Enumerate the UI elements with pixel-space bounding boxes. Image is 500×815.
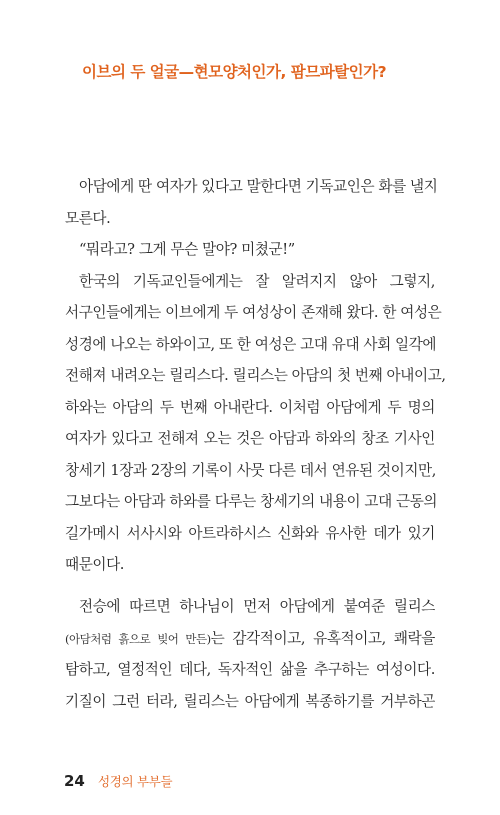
quoted-line: “뭐라고? 그게 무슨 말야? 미쳤군!” — [79, 241, 295, 258]
text-line: 모른다. — [65, 209, 111, 227]
text-line: 하와는 아담의 두 번째 아내란다. 이처럼 아담에게 두 명의 — [65, 398, 435, 416]
page-footer — [64, 771, 172, 790]
paragraph-1 — [65, 171, 446, 581]
paragraph-2 — [65, 591, 435, 717]
text-line: 탐하고, 열정적인 데다, 독자적인 삶을 추구하는 여성이다. — [65, 661, 435, 678]
text-line: 성경에 나오는 하와이고, 또 한 여성은 고대 유대 사회 일각에 — [65, 335, 437, 353]
text-line: 길가메시 서사시와 아트라하시스 신화와 유사한 데가 있기 — [65, 524, 435, 542]
text-line — [65, 623, 435, 655]
page-number: 24 — [64, 772, 85, 790]
text-line: 전해져 내려오는 릴리스다. 릴리스는 아담의 첫 번째 아내이고, — [65, 367, 446, 384]
text-line: 여자가 있다고 전해져 오는 것은 아담과 하와의 창조 기사인 — [65, 430, 435, 447]
text-line: 창세기 1장과 2장의 기록이 사뭇 다른 데서 연유된 것이지만, — [65, 461, 436, 479]
text-line: 서구인들에게는 이브에게 두 여성상이 존재해 왔다. 한 여성은 — [65, 304, 442, 321]
text-line: 기질이 그런 터라, 릴리스는 아담에게 복종하기를 거부하곤 — [65, 692, 435, 710]
parenthetical-note: (아담처럼 흙으로 빚어 만든) — [65, 631, 211, 646]
text-line-rest: 는 감각적이고, 유혹적이고, 쾌락을 — [210, 629, 436, 647]
text-line: 전승에 따르면 하나님이 먼저 아담에게 붙여준 릴리스 — [79, 598, 435, 615]
text-line: 한국의 기독교인들에게는 잘 알려지지 않아 그렇지, — [79, 272, 435, 290]
running-title: 성경의 부부들 — [97, 774, 173, 789]
text-line: 그보다는 아담과 하와를 다루는 창세기의 내용이 고대 근동의 — [65, 493, 438, 510]
chapter-heading: 이브의 두 얼굴—현모양처인가, 팜므파탈인가? — [82, 63, 387, 81]
text-line: 아담에게 딴 여자가 있다고 말한다면 기독교인은 화를 낼지 — [79, 178, 438, 195]
text-line: 때문이다. — [65, 556, 125, 573]
